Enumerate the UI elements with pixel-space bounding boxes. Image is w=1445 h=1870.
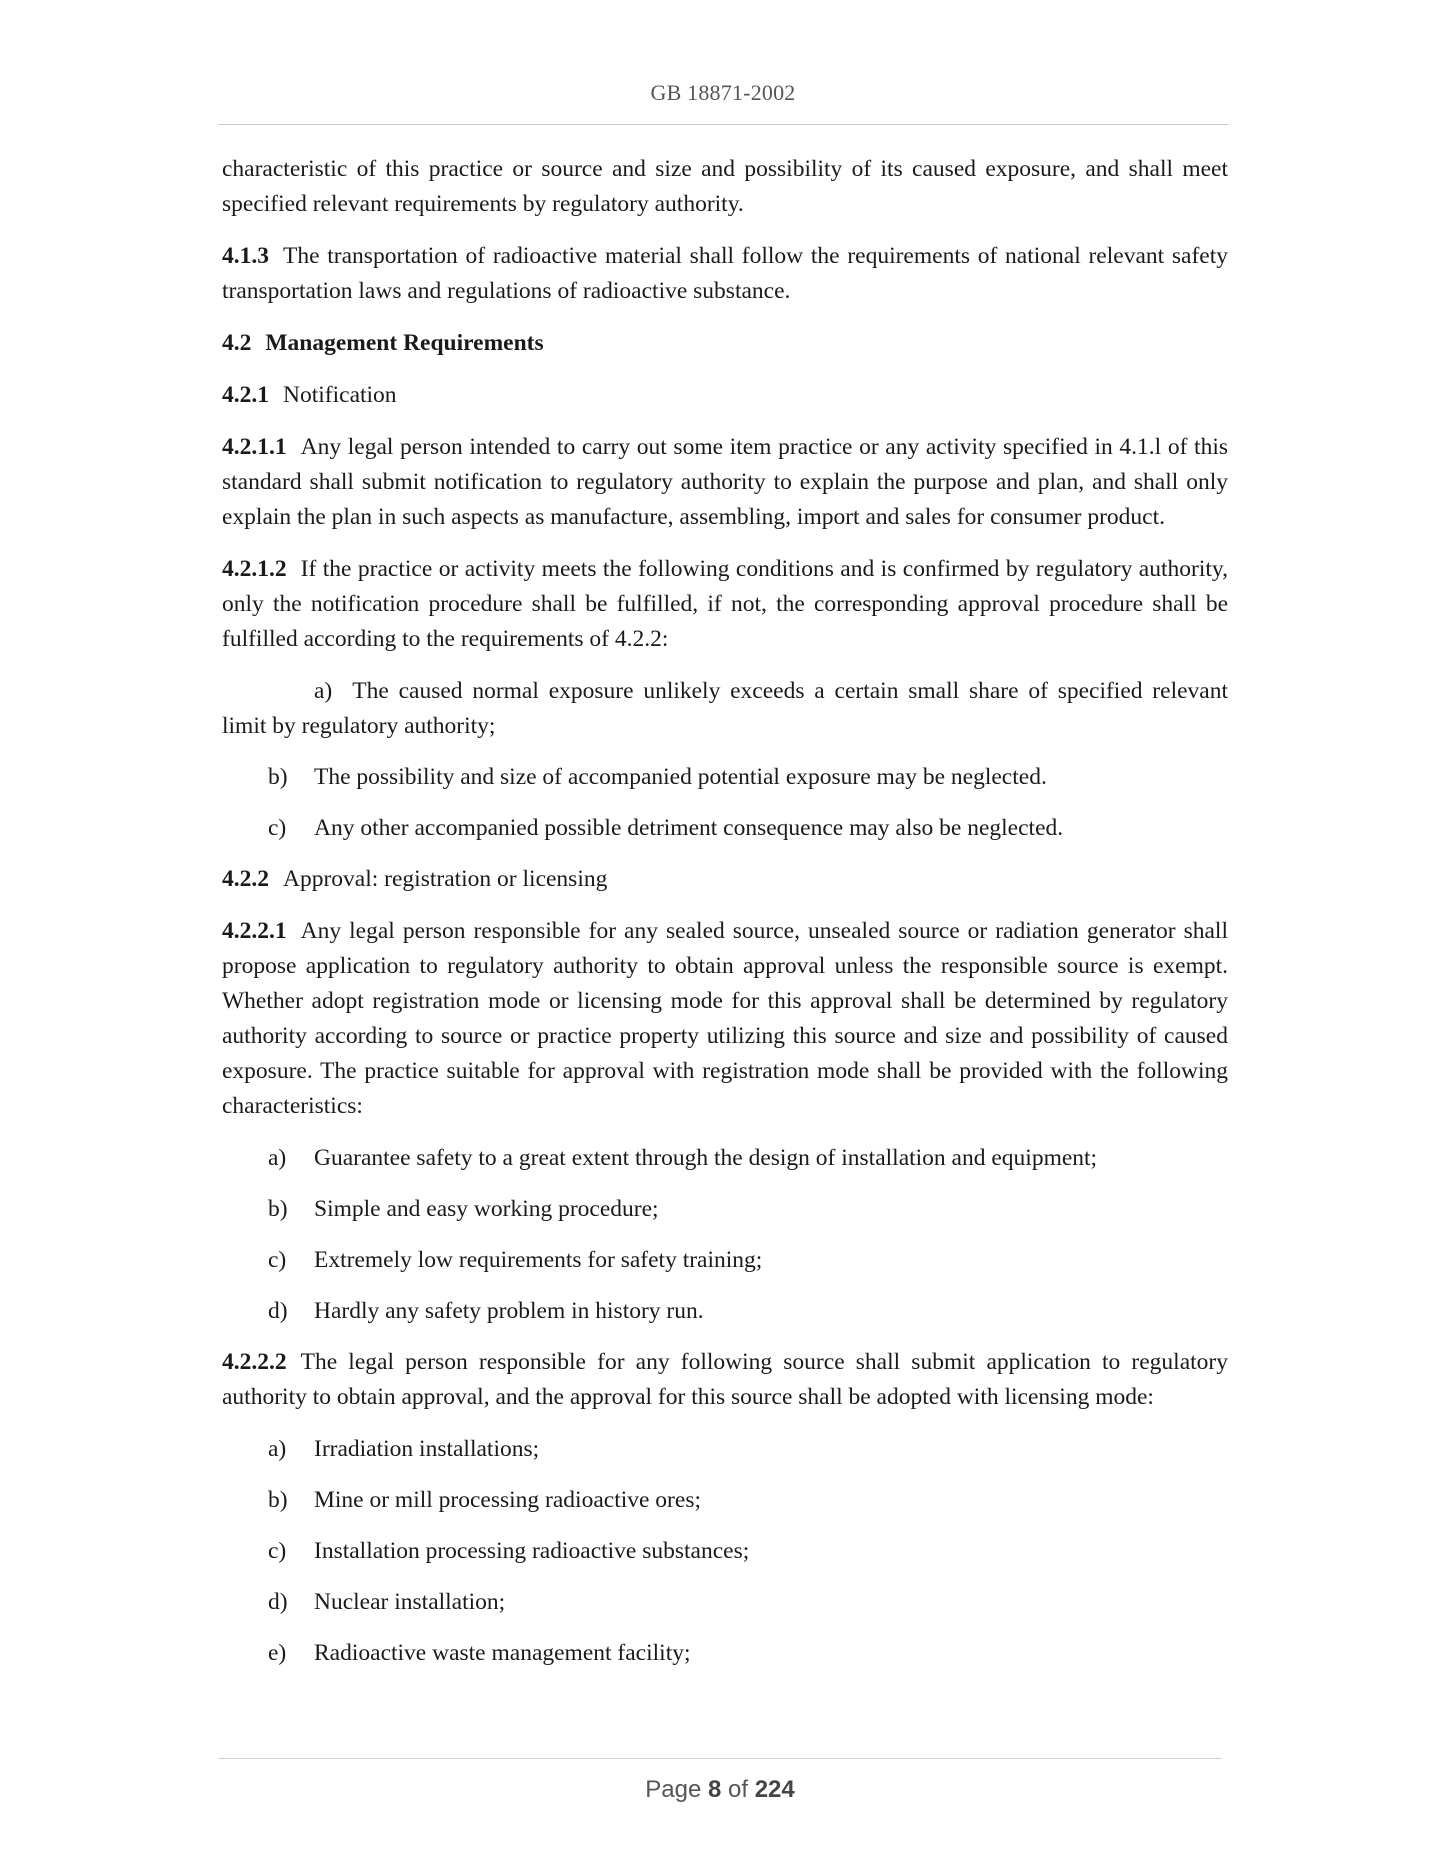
- list-text: The caused normal exposure unlikely exceeds a certain small share of specified relevant limit by regulatory authority;: [222, 678, 1228, 739]
- list-item: [222, 760, 1228, 795]
- list-item: [222, 1192, 1228, 1227]
- list-marker: a): [314, 678, 333, 704]
- clause-4-1-3: [222, 239, 1228, 309]
- list-item: [222, 1636, 1228, 1671]
- list-text: Extremely low requirements for safety training;: [314, 1247, 763, 1273]
- list-text: Nuclear installation;: [314, 1589, 506, 1615]
- clause-number: 4.2.2.2: [222, 1349, 287, 1375]
- list-marker: e): [268, 1640, 287, 1666]
- paragraph-text: characteristic of this practice or source and size and possibility of its caused exposure, and shall meet specified relevant requirements by regulatory authority.: [222, 156, 1228, 217]
- list-item: [222, 1534, 1228, 1569]
- list-marker: b): [268, 764, 288, 790]
- list-item: [222, 1141, 1228, 1176]
- list-marker: c): [268, 1538, 287, 1564]
- clause-number: 4.2.1.1: [222, 434, 287, 460]
- list-marker: d): [268, 1298, 288, 1324]
- paragraph-continuation: [222, 152, 1228, 222]
- list-text: The possibility and size of accompanied potential exposure may be neglected.: [314, 764, 1047, 790]
- list-item: [222, 1432, 1228, 1467]
- list-item: [222, 1483, 1228, 1518]
- clause-number: 4.2.1.2: [222, 556, 287, 582]
- list-text: Guarantee safety to a great extent through the design of installation and equipment;: [314, 1145, 1098, 1171]
- page-body: [222, 152, 1228, 1687]
- section-title: Management Requirements: [265, 330, 544, 356]
- subsection-number: 4.2.1: [222, 382, 269, 408]
- clause-4-2-1-1: [222, 430, 1228, 535]
- clause-text: The legal person responsible for any following source shall submit application to regulatory authority to obtain approval, and the approval for this source shall be adopted with licensing mode:: [222, 1349, 1228, 1410]
- header-divider: [218, 124, 1228, 125]
- page-number-footer: [218, 1776, 1222, 1804]
- total-page-count: 224: [754, 1776, 795, 1803]
- list-item: [222, 674, 1228, 744]
- clause-4-2-2-1: [222, 914, 1228, 1124]
- list-marker: c): [268, 1247, 287, 1273]
- list-text: Hardly any safety problem in history run.: [314, 1298, 704, 1324]
- clause-4-2-2-2: [222, 1345, 1228, 1415]
- clause-number: 4.1.3: [222, 243, 269, 269]
- section-number: 4.2: [222, 330, 252, 356]
- clause-text: If the practice or activity meets the following conditions and is confirmed by regulatory authority, only the notification procedure shall be fulfilled, if not, the corresponding approval procedure shall be fulfilled according to the requirements of 4.2.2:: [222, 556, 1228, 652]
- list-marker: b): [268, 1487, 288, 1513]
- section-heading-4-2: [222, 326, 1228, 361]
- of-word: of: [728, 1776, 749, 1803]
- subsection-number: 4.2.2: [222, 866, 269, 892]
- footer-divider: [218, 1758, 1222, 1759]
- list-marker: a): [268, 1436, 287, 1462]
- list-item: [222, 1294, 1228, 1329]
- list-marker: b): [268, 1196, 288, 1222]
- list-text: Any other accompanied possible detriment consequence may also be neglected.: [314, 815, 1064, 841]
- clause-text: Any legal person responsible for any sealed source, unsealed source or radiation generator shall propose application to regulatory authority to obtain approval unless the responsible source is exempt. Whether adopt registration mode or licensing mode for this approval shall be determined by regulatory authority according to source or practice property utilizing this source and size and possibility of caused exposure. The practice suitable for approval with registration mode shall be provided with the following characteristics:: [222, 918, 1228, 1119]
- clause-text: Any legal person intended to carry out some item practice or any activity specified in 4.1.l of this standard shall submit notification to regulatory authority to explain the purpose and plan, and shall only explain the plan in such aspects as manufacture, assembling, import and sales for consumer product.: [222, 434, 1228, 530]
- list-text: Installation processing radioactive substances;: [314, 1538, 750, 1564]
- subsection-title: Notification: [283, 382, 397, 408]
- list-marker: d): [268, 1589, 288, 1615]
- list-marker: c): [268, 815, 287, 841]
- list-item: [222, 1585, 1228, 1620]
- current-page-number: 8: [707, 1776, 722, 1803]
- list-text: Irradiation installations;: [314, 1436, 540, 1462]
- list-item: [222, 1243, 1228, 1278]
- document-code-header: GB 18871-2002: [650, 80, 796, 105]
- page-word: Page: [645, 1776, 702, 1803]
- list-text: Radioactive waste management facility;: [314, 1640, 691, 1666]
- clause-number: 4.2.2.1: [222, 918, 287, 944]
- list-text: Simple and easy working procedure;: [314, 1196, 659, 1222]
- clause-text: The transportation of radioactive material shall follow the requirements of national relevant safety transportation laws and regulations of radioactive substance.: [222, 243, 1228, 304]
- list-marker: a): [268, 1145, 287, 1171]
- subsection-heading-4-2-1: [222, 378, 1228, 413]
- list-text: Mine or mill processing radioactive ores;: [314, 1487, 701, 1513]
- subsection-title: Approval: registration or licensing: [283, 866, 608, 892]
- clause-4-2-1-2: [222, 552, 1228, 657]
- list-item: [222, 811, 1228, 846]
- subsection-heading-4-2-2: [222, 862, 1228, 897]
